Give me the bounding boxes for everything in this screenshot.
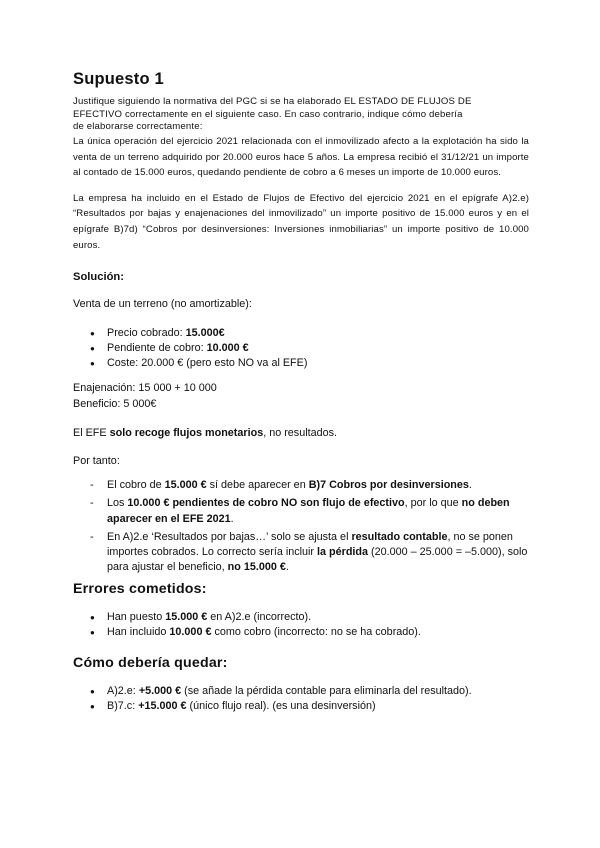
list-item: - Los 10.000 € pendientes de cobro NO son flujo de efectivo, por lo que no deben aparecer en el EFE 2021.	[73, 496, 528, 527]
por-tanto: Por tanto:	[73, 455, 120, 467]
page-title: Supuesto 1	[73, 70, 164, 88]
list-item: ● Coste: 20.000 € (pero esto NO va al EFE)	[73, 356, 307, 371]
conclusions-list	[73, 478, 528, 579]
enajenacion-line: Enajenación: 15 000 + 10 000	[73, 382, 217, 394]
beneficio-line: Beneficio: 5 000€	[73, 398, 157, 410]
sale-intro: Venta de un terreno (no amortizable):	[73, 298, 252, 310]
errors-list	[73, 610, 421, 640]
case-statement	[73, 134, 529, 253]
instructions-line: Justifique siguiendo la normativa del PGC si se ha elaborado EL ESTADO DE FLUJOS DE	[73, 96, 472, 107]
list-item: ● Han puesto 15.000 € en A)2.e (incorrecto).	[73, 610, 421, 625]
list-item: ● Pendiente de cobro: 10.000 €	[73, 341, 307, 356]
instructions-line: de elaborarse correctamente:	[73, 121, 203, 132]
solution-heading: Solución:	[73, 271, 124, 283]
efe-statement: El EFE solo recoge flujos monetarios, no resultados.	[73, 427, 338, 439]
list-item: ● Precio cobrado: 15.000€	[73, 326, 307, 341]
errors-heading: Errores cometidos:	[73, 581, 207, 597]
case-paragraph-2: La empresa ha incluido en el Estado de Flujos de Efectivo del ejercicio 2021 en el epígrafe A)2.e) “Resultados por bajas y enajenaciones del inmovilizado” un importe positivo de 15.000 euros y en el epígrafe B)7d) “Cobros por desinversiones: Inversiones inmobiliarias” un importe positivo de 10.000 euros.	[73, 192, 529, 251]
list-item: ● Han incluido 10.000 € como cobro (incorrecto: no se ha cobrado).	[73, 625, 421, 640]
case-paragraph-1: La única operación del ejercicio 2021 relacionada con el inmovilizado afecto a la explotación ha sido la venta de un terreno adquirido por 20.000 euros hace 5 años. La empresa recibió el 31/12/21 un importe al contado de 15.000 euros, quedando pendiente de cobro a 6 meses un importe de 10.000 euros.	[73, 136, 529, 179]
should-heading: Cómo debería quedar:	[73, 655, 228, 671]
should-list	[73, 684, 472, 714]
list-item: ● B)7.c: +15.000 € (único flujo real). (es una desinversión)	[73, 699, 472, 714]
list-item: - El cobro de 15.000 € sí debe aparecer en B)7 Cobros por desinversiones.	[73, 478, 528, 493]
list-item: - En A)2.e ‘Resultados por bajas…’ solo se ajusta el resultado contable, no se ponen importes cobrados. Lo correcto sería incluir la pérdida (20.000 – 25.000 = –5.000), solo para ajustar el beneficio, no 15.000 €.	[73, 530, 528, 576]
instructions	[73, 96, 533, 134]
instructions-line: EFECTIVO correctamente en el siguiente caso. En caso contrario, indique cómo debería	[73, 108, 463, 120]
sale-details-list	[73, 326, 307, 372]
list-item: ● A)2.e: +5.000 € (se añade la pérdida contable para eliminarla del resultado).	[73, 684, 472, 699]
